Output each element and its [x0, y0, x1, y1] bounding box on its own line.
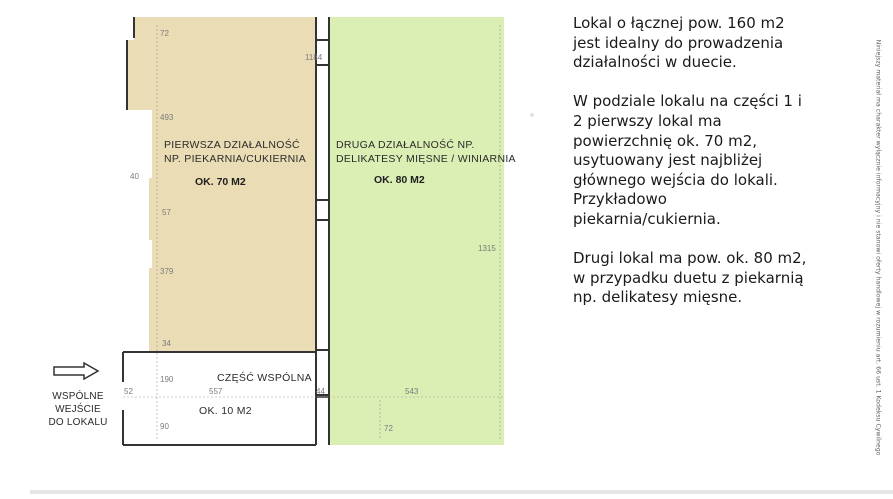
dimension-label: 34 [162, 339, 171, 348]
room-2-label: DRUGA DZIAŁALNOŚĆ NP. DELIKATESY MIĘSNE / WINIARNIA [336, 139, 516, 165]
dimension-label: 1315 [478, 244, 496, 253]
decorative-dot [530, 113, 534, 117]
dimension-label: 190 [160, 375, 174, 384]
description-paragraph-3: Drugi lokal ma pow. ok. 80 m2, w przypadku duetu z piekarnią np. delikatesy mięsne. [573, 249, 807, 307]
room-2-area [329, 17, 504, 445]
dimension-label: 493 [160, 113, 174, 122]
description [573, 14, 863, 328]
dimension-label: 1184 [305, 53, 323, 62]
dimension-label: 40 [130, 172, 139, 181]
dimension-label: 57 [162, 208, 171, 217]
dimension-label: 543 [405, 387, 419, 396]
dimension-label: 72 [384, 424, 393, 433]
disclaimer [872, 0, 884, 494]
bottom-divider [30, 490, 893, 494]
entry-arrow-icon [52, 362, 100, 380]
dimension-label: 557 [209, 387, 223, 396]
room-2-area-label: OK. 80 M2 [374, 174, 425, 186]
common-area-size: OK. 10 M2 [199, 405, 252, 417]
disclaimer-text: Niniejszy materiał ma charakter wyłącznie informacyjny i nie stanowi oferty handlowej w rozumieniu art. 66 ust. 1 Kodeksu Cywilnego [874, 39, 882, 455]
entry-label: WSPÓLNE WEJŚCIE DO LOKALU [48, 391, 108, 428]
dimension-label: 44 [316, 387, 325, 396]
room-1-area-label: OK. 70 M2 [195, 176, 246, 188]
dimension-label: 90 [160, 422, 169, 431]
room-1-label: PIERWSZA DZIAŁALNOŚĆ NP. PIEKARNIA/CUKIERNIA [164, 139, 307, 165]
description-paragraph-1: Lokal o łącznej pow. 160 m2 jest idealny do prowadzenia działalności w duecie. [573, 14, 785, 72]
dimension-label: 379 [160, 267, 174, 276]
dimension-label: 72 [160, 29, 169, 38]
dimension-label: 52 [124, 387, 133, 396]
description-paragraph-2: W podziale lokalu na części 1 i 2 pierwszy lokal ma powierzchnię ok. 70 m2, usytuowany jest najbliżej głównego wejścia do lokali. Przykładowo piekarnia/cukiernia. [573, 92, 802, 228]
common-area-label: CZĘŚĆ WSPÓLNA [217, 372, 312, 384]
